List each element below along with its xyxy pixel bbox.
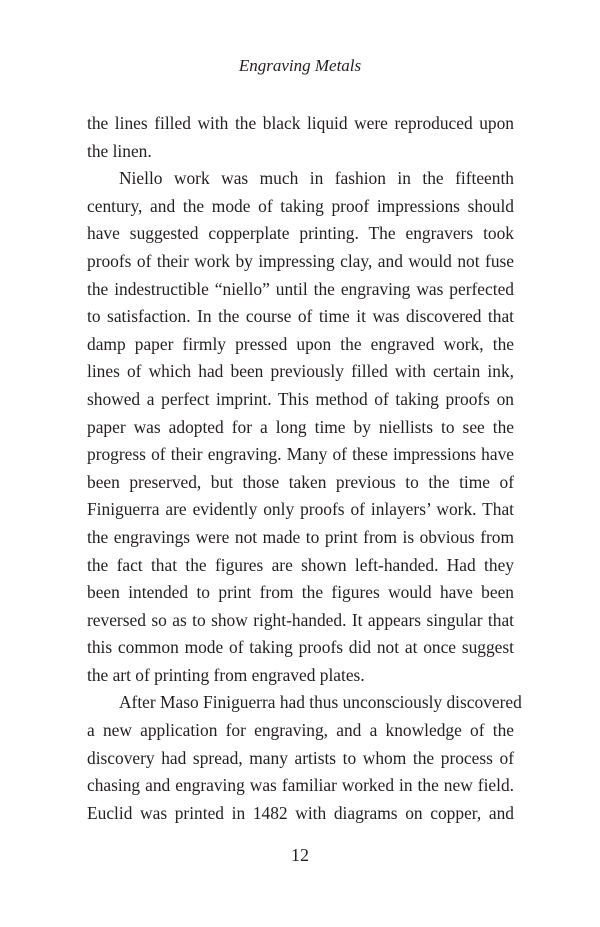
text-line: a new application for engraving, and a knowledge of the (87, 720, 514, 741)
text-line: the fact that the figures are shown left-handed. Had they (87, 554, 514, 575)
body-text (87, 110, 522, 827)
paragraph (87, 110, 514, 165)
text-line: the engravings were not made to print from is obvious from (87, 526, 514, 547)
text-line: the linen. (87, 140, 152, 161)
text-line: been intended to print from the figures would have been (87, 582, 514, 603)
text-line: chasing and engraving was familiar worked in the new field. (87, 775, 514, 796)
text-line: this common mode of taking proofs did not at once suggest (87, 637, 514, 658)
text-line: the art of printing from engraved plates. (87, 664, 365, 685)
text-line: progress of their engraving. Many of these impressions have (87, 444, 514, 465)
paragraph (87, 689, 522, 827)
text-line: Finiguerra are evidently only proofs of inlayers’ work. That (87, 499, 514, 520)
text-line: discovery had spread, many artists to whom the process of (87, 747, 514, 768)
page-number: 12 (291, 845, 309, 865)
text-line: lines of which had been previously filled with certain ink, (87, 361, 514, 382)
text-line: the indestructible “niello” until the engraving was perfected (87, 278, 514, 299)
text-line: century, and the mode of taking proof impressions should (87, 195, 514, 216)
text-line: After Maso Finiguerra had thus unconsciously discovered (119, 692, 522, 713)
text-line: proofs of their work by impressing clay, and would not fuse (87, 250, 514, 271)
text-line: Niello work was much in fashion in the fifteenth (119, 168, 514, 189)
text-line: have suggested copperplate printing. The engravers took (87, 223, 514, 244)
paragraph (87, 165, 514, 689)
running-head: Engraving Metals (238, 56, 362, 75)
text-line: paper was adopted for a long time by niellists to see the (87, 416, 514, 437)
text-line: been preserved, but those taken previous to the time of (87, 471, 514, 492)
text-line: damp paper firmly pressed upon the engraved work, the (87, 333, 514, 354)
text-line: reversed so as to show right-handed. It appears singular that (87, 609, 514, 630)
text-line: showed a perfect imprint. This method of taking proofs on (87, 388, 514, 409)
text-line: to satisfaction. In the course of time it was discovered that (87, 306, 514, 327)
text-line: the lines filled with the black liquid were reproduced upon (87, 113, 514, 133)
text-line: Euclid was printed in 1482 with diagrams on copper, and (87, 802, 514, 823)
